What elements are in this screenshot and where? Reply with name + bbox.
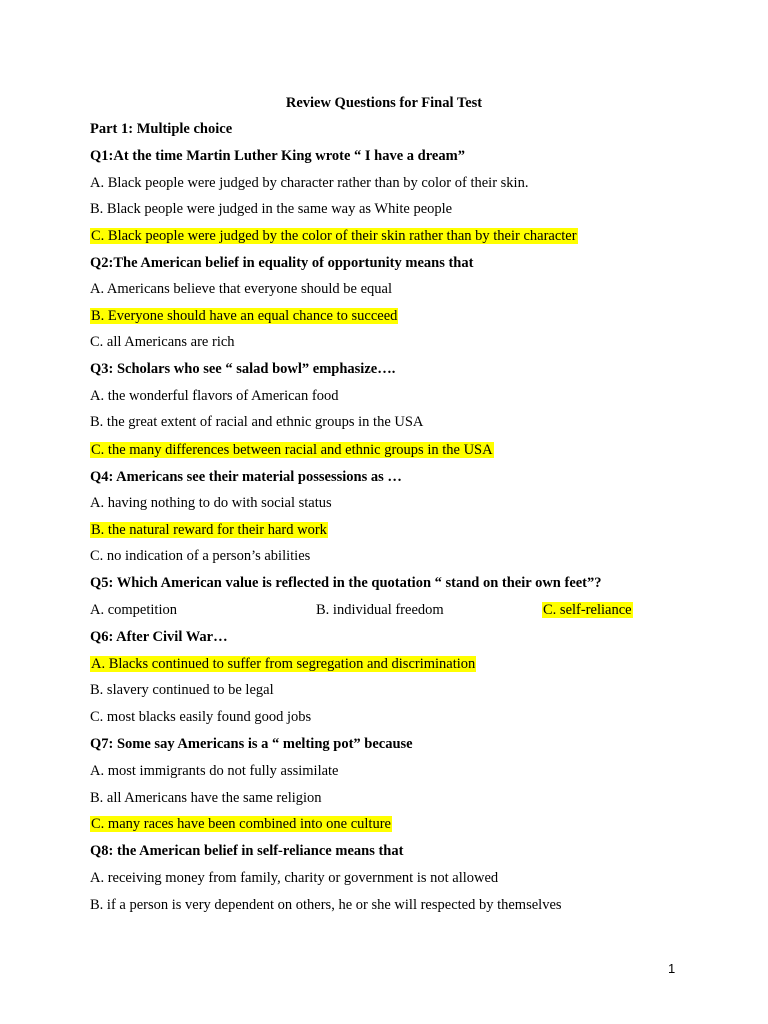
question-8: Q8: the American belief in self-reliance means that [90, 843, 404, 859]
q8-option-a: A. receiving money from family, charity or government is not allowed [90, 870, 499, 886]
q4-option-c: C. no indication of a person’s abilities [90, 548, 311, 564]
question-2: Q2:The American belief in equality of opportunity means that [90, 255, 474, 271]
q2-option-a: A. Americans believe that everyone should be equal [90, 281, 392, 297]
q5-option-c-highlighted: C. self-reliance [543, 602, 632, 618]
q5-option-a: A. competition [90, 602, 177, 618]
document-title: Review Questions for Final Test [285, 95, 483, 111]
q3-option-b: B. the great extent of racial and ethnic groups in the USA [90, 414, 424, 430]
question-7: Q7: Some say Americans is a “ melting pot” because [90, 736, 413, 752]
q7-option-b: B. all Americans have the same religion [90, 790, 322, 806]
page-number: 1 [668, 961, 676, 976]
question-1: Q1:At the time Martin Luther King wrote “ I have a dream” [90, 148, 465, 164]
q7-option-c-highlighted: C. many races have been combined into one culture [91, 816, 391, 832]
q1-option-c-highlighted: C. Black people were judged by the color of their skin rather than by their character [91, 228, 577, 244]
q6-option-b: B. slavery continued to be legal [90, 682, 274, 698]
q1-option-b: B. Black people were judged in the same way as White people [90, 201, 453, 217]
q3-option-a: A. the wonderful flavors of American food [90, 388, 339, 404]
question-4: Q4: Americans see their material possessions as … [90, 469, 402, 485]
q5-option-b: B. individual freedom [316, 602, 444, 618]
q4-option-b-highlighted: B. the natural reward for their hard work [91, 522, 327, 538]
question-3: Q3: Scholars who see “ salad bowl” emphasize…. [90, 361, 396, 377]
question-6: Q6: After Civil War… [90, 629, 228, 645]
question-5: Q5: Which American value is reflected in the quotation “ stand on their own feet”? [90, 575, 602, 591]
q3-option-c-highlighted: C. the many differences between racial and ethnic groups in the USA [91, 442, 493, 458]
q2-option-c: C. all Americans are rich [90, 334, 235, 350]
part-heading: Part 1: Multiple choice [90, 121, 233, 137]
q6-option-c: C. most blacks easily found good jobs [90, 709, 312, 725]
q6-option-a-highlighted: A. Blacks continued to suffer from segregation and discrimination [91, 656, 476, 672]
q2-option-b-highlighted: B. Everyone should have an equal chance to succeed [91, 308, 398, 324]
q1-option-a: A. Black people were judged by character rather than by color of their skin. [90, 175, 529, 191]
q4-option-a: A. having nothing to do with social status [90, 495, 332, 511]
q8-option-b: B. if a person is very dependent on others, he or she will respected by themselves [90, 897, 562, 913]
q7-option-a: A. most immigrants do not fully assimilate [90, 763, 339, 779]
